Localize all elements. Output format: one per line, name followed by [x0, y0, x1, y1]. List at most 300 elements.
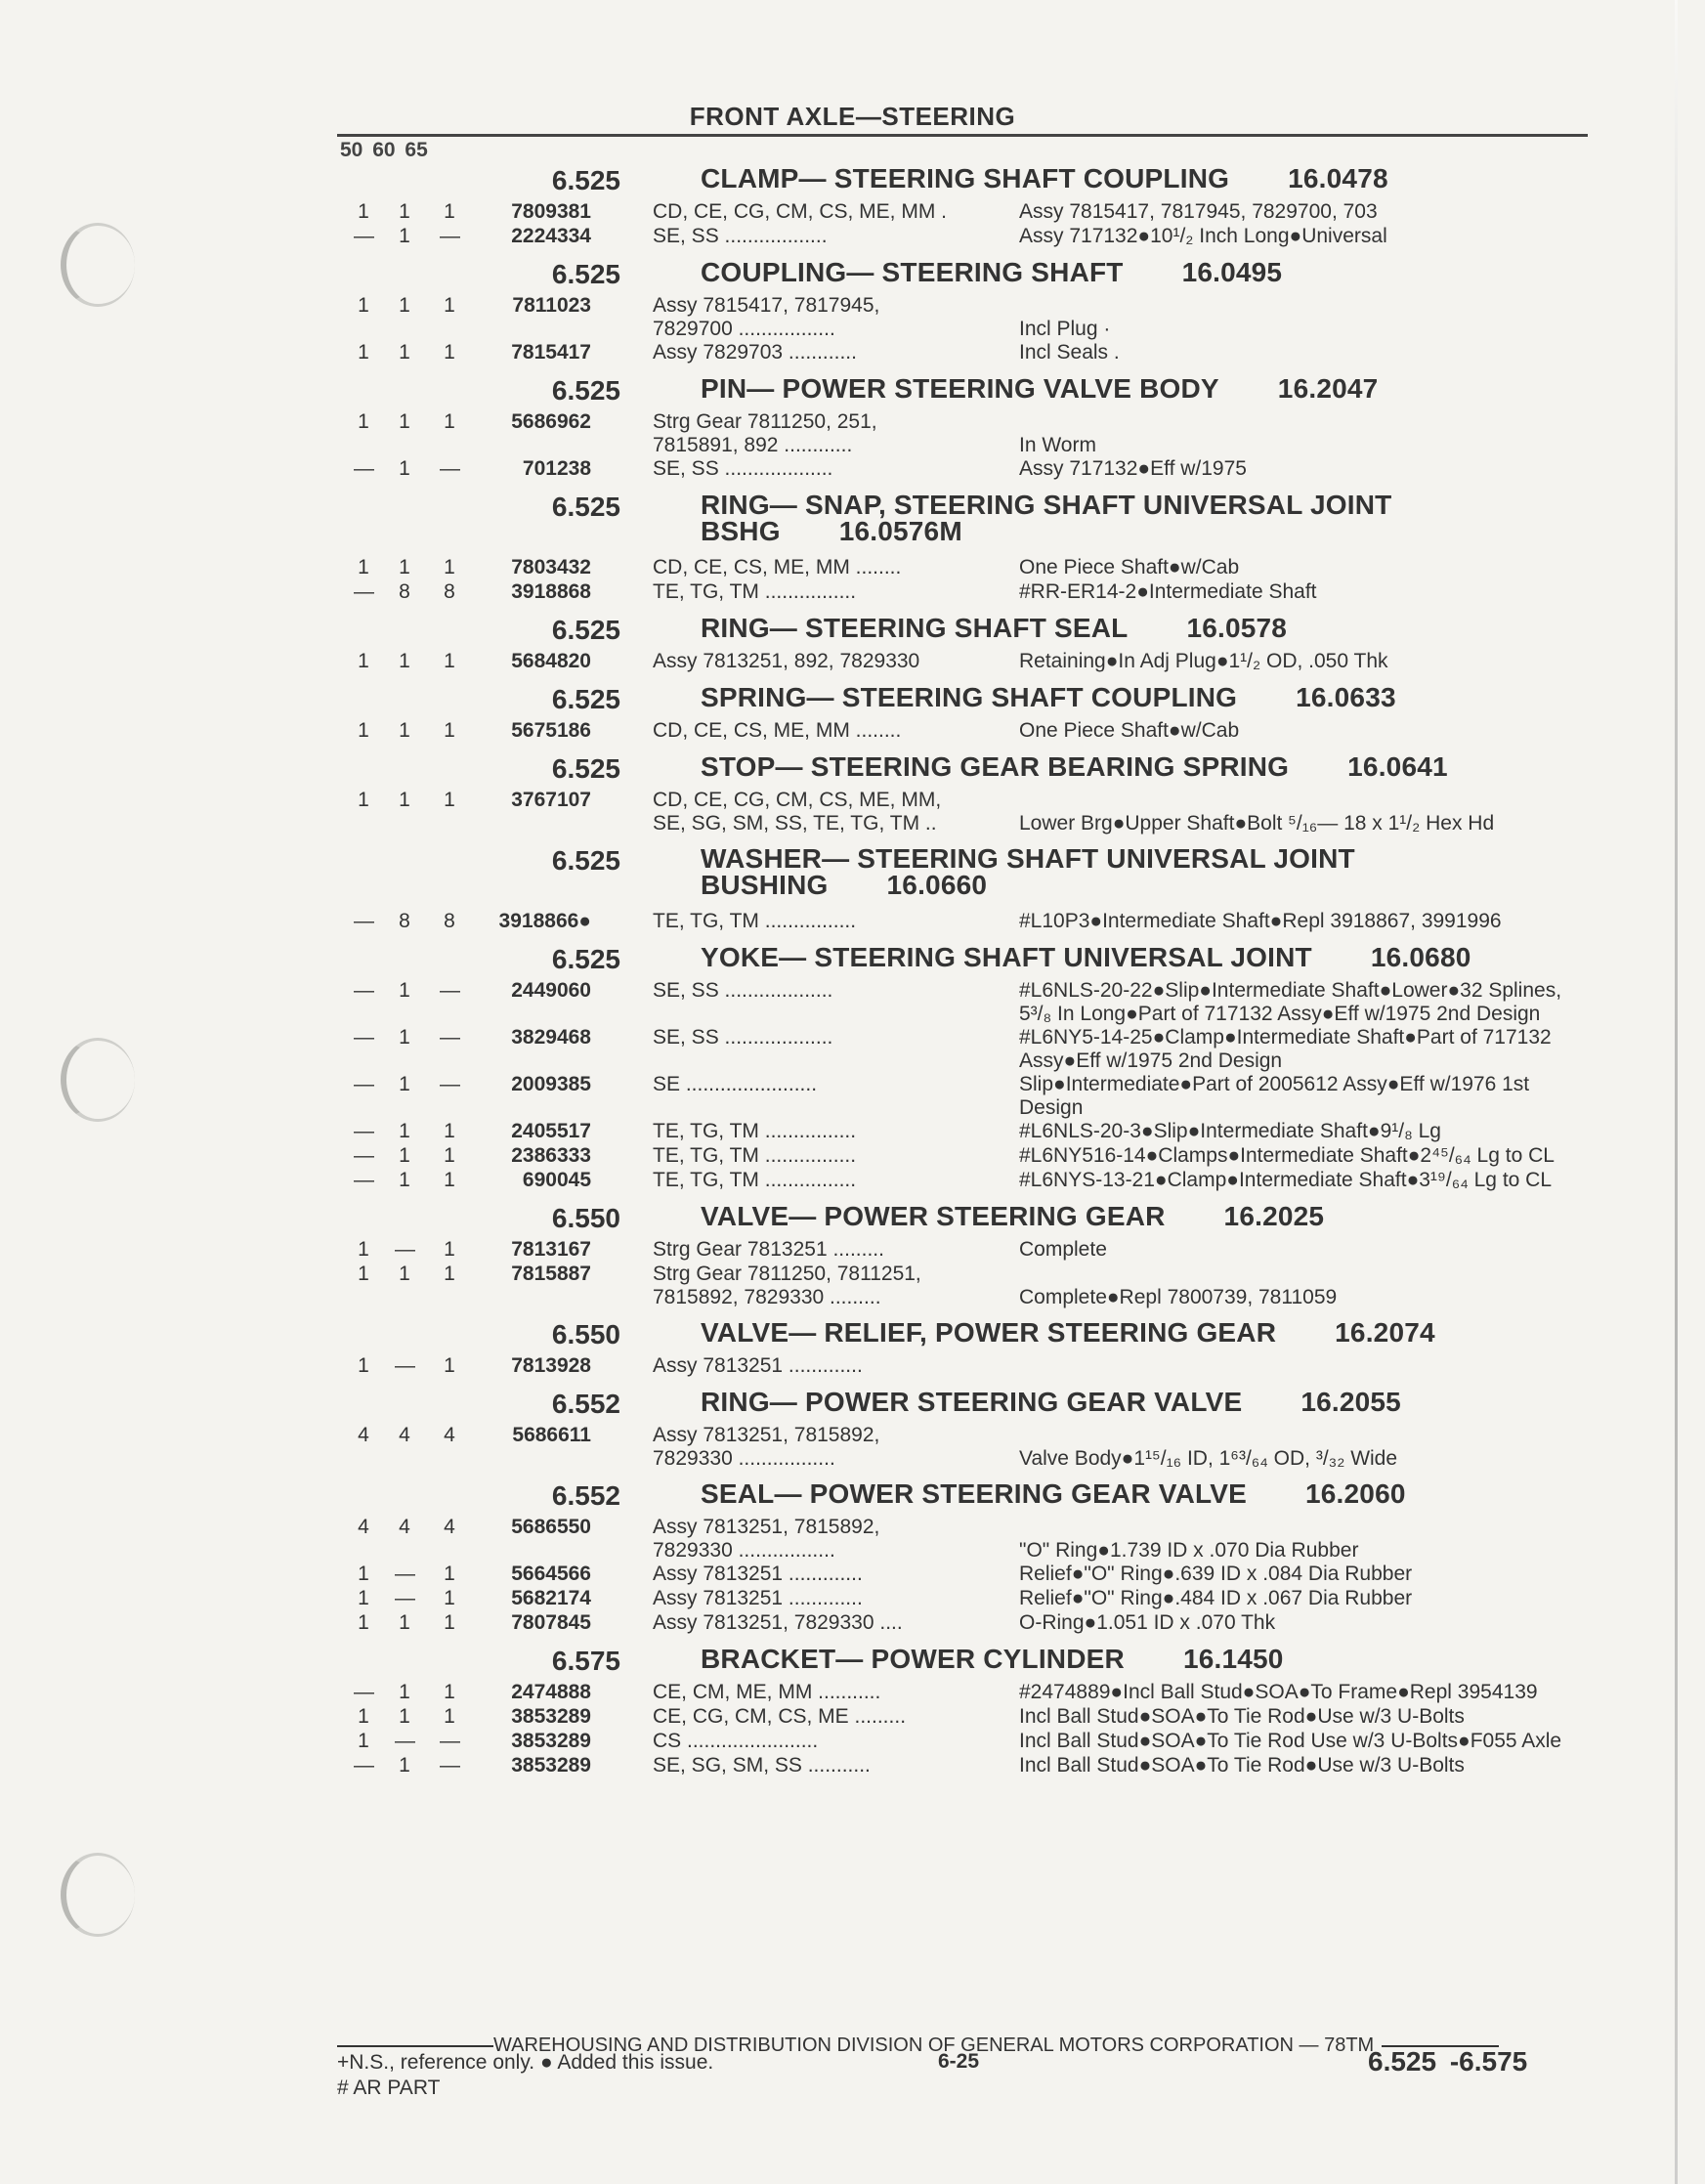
- catalog-section: [0, 255, 1705, 371]
- qty-1950: —: [354, 1681, 374, 1703]
- part-row: [0, 979, 1705, 1026]
- section-title: RING— SNAP, STEERING SHAFT UNIVERSAL JOINT BSHG: [701, 490, 1392, 546]
- qty-1965: —: [440, 1026, 460, 1049]
- catalog-section: [0, 1385, 1705, 1477]
- part-note: Assy 7815417, 7817945, 7829700, 703: [1019, 200, 1378, 223]
- qty-1960: 1: [399, 556, 410, 578]
- application: TE, TG, TM ................: [653, 1169, 857, 1191]
- qty-1960: 1: [399, 341, 410, 364]
- qty-1960: 1: [399, 225, 410, 247]
- part-row: [0, 410, 1705, 457]
- part-number: 5664566: [511, 1563, 591, 1585]
- application: CS .......................: [653, 1730, 819, 1752]
- qty-1960: 1: [399, 1611, 410, 1634]
- qty-1965: 8: [444, 910, 455, 932]
- part-row: [0, 719, 1705, 744]
- section-title-line: [701, 375, 1580, 402]
- part-number: 2449060: [511, 979, 591, 1002]
- part-note: Assy 717132●10¹/₂ Inch Long●Universal: [1019, 225, 1387, 247]
- section-code: 16.0633: [1296, 682, 1396, 712]
- application: CD, CE, CG, CM, CS, ME, MM .: [653, 200, 948, 223]
- section-title: VALVE— POWER STEERING GEAR: [701, 1201, 1166, 1231]
- part-note: Incl Ball Stud●SOA●To Tie Rod●Use w/3 U-Bolts: [1019, 1754, 1465, 1777]
- section-title: SEAL— POWER STEERING GEAR VALVE: [701, 1478, 1247, 1509]
- section-title-line: [701, 845, 1580, 898]
- part-number: 3853289: [511, 1705, 591, 1728]
- part-row: [0, 1169, 1705, 1193]
- section-title: STOP— STEERING GEAR BEARING SPRING: [701, 751, 1290, 782]
- qty-1960: 1: [399, 1073, 410, 1095]
- qty-1965: 8: [444, 580, 455, 603]
- column-headers: 50 60 65: [340, 139, 428, 161]
- part-row: [0, 1354, 1705, 1379]
- qty-1965: 4: [444, 1516, 455, 1538]
- part-row: [0, 294, 1705, 341]
- section-title-line: [701, 944, 1580, 970]
- qty-1965: 1: [444, 1120, 455, 1142]
- qty-1950: —: [354, 1073, 374, 1095]
- group-number: 6.525: [551, 165, 620, 195]
- section-header: [0, 1642, 1705, 1681]
- catalog-section: [0, 371, 1705, 488]
- section-code: 16.0578: [1186, 613, 1288, 643]
- application: Strg Gear 7811250, 7811251, 7815892, 7829330 .........: [653, 1263, 921, 1308]
- catalog-section: [0, 161, 1705, 255]
- part-row: [0, 1263, 1705, 1309]
- part-note: Valve Body●1¹⁵/₁₆ ID, 1⁶³/₆₄ OD, ³/₃₂ Wide: [1019, 1447, 1398, 1470]
- catalog-section: [0, 1315, 1705, 1385]
- part-note: #L10P3●Intermediate Shaft●Repl 3918867, 3991996: [1019, 910, 1502, 932]
- qty-1950: —: [354, 910, 374, 932]
- qty-1960: 1: [399, 200, 410, 223]
- part-number: 3918866●: [498, 910, 591, 932]
- qty-1960: 8: [399, 580, 410, 603]
- application: Assy 7813251 .............: [653, 1587, 863, 1609]
- application: CD, CE, CG, CM, CS, ME, MM, SE, SG, SM, SS, TE, TG, TM ..: [653, 789, 942, 835]
- part-number: 2386333: [511, 1144, 591, 1167]
- qty-1960: 1: [399, 719, 410, 742]
- qty-1950: —: [354, 225, 374, 247]
- section-code: 16.0576M: [838, 516, 962, 546]
- application: TE, TG, TM ................: [653, 580, 857, 603]
- section-header: [0, 1199, 1705, 1238]
- qty-1965: 1: [444, 1681, 455, 1703]
- application: CE, CG, CM, CS, ME .........: [653, 1705, 907, 1728]
- section-title: SPRING— STEERING SHAFT COUPLING: [701, 682, 1238, 712]
- qty-1950: 1: [358, 1587, 369, 1609]
- section-header: [0, 1477, 1705, 1516]
- application: CE, CM, ME, MM ...........: [653, 1681, 881, 1703]
- part-note: Lower Brg●Upper Shaft●Bolt ⁵/₁₆— 18 x 1¹/₂ Hex Hd: [1019, 812, 1495, 835]
- section-title-line: [701, 1646, 1580, 1672]
- qty-1950: 1: [358, 200, 369, 223]
- application: Assy 7813251, 7815892, 7829330 .................: [653, 1424, 880, 1470]
- qty-1960: 1: [399, 457, 410, 480]
- section-code: 16.2060: [1305, 1478, 1406, 1509]
- catalog-section: [0, 680, 1705, 749]
- legend-line-1: +N.S., reference only. ● Added this issue.: [337, 2051, 714, 2074]
- qty-1960: —: [395, 1238, 415, 1261]
- part-number: 3829468: [511, 1026, 591, 1049]
- qty-1965: 1: [444, 1238, 455, 1261]
- section-header: [0, 680, 1705, 719]
- qty-1950: —: [354, 457, 374, 480]
- part-row: [0, 1754, 1705, 1778]
- qty-1950: —: [354, 1144, 374, 1167]
- qty-1965: —: [440, 1073, 460, 1095]
- application: Strg Gear 7811250, 251, 7815891, 892 ............: [653, 410, 877, 456]
- part-note: Incl Plug ·: [1019, 318, 1111, 340]
- part-note: #L6NY516-14●Clamps●Intermediate Shaft●2⁴⁵/₆₄ Lg to CL: [1019, 1144, 1555, 1167]
- application: Assy 7813251, 7829330 ....: [653, 1611, 903, 1634]
- application: Assy 7813251, 892, 7829330: [653, 650, 920, 672]
- group-number: 6.552: [551, 1480, 620, 1511]
- qty-1965: 1: [444, 1587, 455, 1609]
- qty-1965: 1: [444, 1611, 455, 1634]
- qty-1950: 1: [358, 1238, 369, 1261]
- qty-1960: 4: [399, 1424, 410, 1446]
- title-rule: [337, 134, 1588, 137]
- section-title-line: [701, 1389, 1580, 1415]
- part-number: 2474888: [511, 1681, 591, 1703]
- qty-1960: 1: [399, 979, 410, 1002]
- application: CD, CE, CS, ME, MM ........: [653, 719, 902, 742]
- part-note: Relief●"O" Ring●.639 ID x .084 Dia Rubber: [1019, 1563, 1413, 1585]
- qty-1960: 1: [399, 294, 410, 317]
- part-note: #2474889●Incl Ball Stud●SOA●To Frame●Repl 3954139: [1019, 1681, 1538, 1703]
- catalog-section: [0, 611, 1705, 680]
- application: SE, SS ...................: [653, 457, 833, 480]
- part-row: [0, 1587, 1705, 1611]
- qty-1950: 4: [358, 1424, 369, 1446]
- application: SE .......................: [653, 1073, 818, 1095]
- part-note: Relief●"O" Ring●.484 ID x .067 Dia Rubber: [1019, 1587, 1413, 1609]
- part-note: Retaining●In Adj Plug●1¹/₂ OD, .050 Thk: [1019, 650, 1388, 672]
- section-title-line: [701, 684, 1580, 710]
- application: Assy 7813251 .............: [653, 1354, 863, 1377]
- part-row: [0, 1120, 1705, 1144]
- part-note: "O" Ring●1.739 ID x .070 Dia Rubber: [1019, 1539, 1359, 1562]
- qty-1960: 1: [399, 1681, 410, 1703]
- catalog-section: [0, 1199, 1705, 1315]
- part-number: 3767107: [511, 789, 591, 811]
- section-code: 16.2074: [1335, 1317, 1435, 1348]
- qty-1965: 1: [444, 1144, 455, 1167]
- part-number: 5675186: [511, 719, 591, 742]
- part-note: Complete●Repl 7800739, 7811059: [1019, 1286, 1338, 1308]
- qty-1950: 1: [358, 1263, 369, 1285]
- section-title: PIN— POWER STEERING VALVE BODY: [701, 373, 1219, 404]
- section-code: 16.0495: [1181, 257, 1283, 287]
- section-title-line: [701, 615, 1580, 641]
- group-number: 6.525: [551, 375, 620, 406]
- part-number: 7807845: [511, 1611, 591, 1634]
- part-note: O-Ring●1.051 ID x .070 Thk: [1019, 1611, 1276, 1634]
- division-text: WAREHOUSING AND DISTRIBUTION DIVISION OF GENERAL MOTORS CORPORATION — 78TM: [493, 2034, 1375, 2056]
- catalog-section: [0, 749, 1705, 841]
- section-header: [0, 255, 1705, 294]
- section-header: [0, 371, 1705, 410]
- part-note: Assy 717132●Eff w/1975: [1019, 457, 1247, 480]
- page-title: FRONT AXLE—STEERING: [689, 102, 1016, 131]
- part-note: Incl Seals .: [1019, 341, 1120, 364]
- part-note: #L6NLS-20-22●Slip●Intermediate Shaft●Lower●32 Splines, 5³/₈ In Long●Part of 717132 Assy●Eff w/1975 2nd Design: [1019, 979, 1567, 1025]
- part-number: 7813928: [511, 1354, 591, 1377]
- part-note: One Piece Shaft●w/Cab: [1019, 719, 1240, 742]
- part-note: Incl Ball Stud●SOA●To Tie Rod●Use w/3 U-Bolts: [1019, 1705, 1465, 1728]
- qty-1950: —: [354, 1754, 374, 1777]
- part-number: 2224334: [511, 225, 591, 247]
- section-title-line: [701, 753, 1580, 780]
- section-title: COUPLING— STEERING SHAFT: [701, 257, 1124, 287]
- application: Assy 7813251, 7815892, 7829330 .................: [653, 1516, 880, 1562]
- qty-1950: 1: [358, 1354, 369, 1377]
- part-number: 690045: [522, 1169, 591, 1191]
- qty-1960: 1: [399, 1120, 410, 1142]
- legend-line-2: # AR PART: [337, 2077, 441, 2099]
- section-title-line: [701, 1319, 1580, 1346]
- part-number: 7809381: [511, 200, 591, 223]
- qty-1965: —: [440, 1754, 460, 1777]
- section-title: VALVE— RELIEF, POWER STEERING GEAR: [701, 1317, 1277, 1348]
- qty-1950: 1: [358, 341, 369, 364]
- section-code: 16.0478: [1288, 163, 1388, 193]
- section-title-line: [701, 1480, 1580, 1507]
- part-row: [0, 1611, 1705, 1636]
- qty-1960: 4: [399, 1516, 410, 1538]
- part-row: [0, 1705, 1705, 1730]
- catalog-section: [0, 940, 1705, 1199]
- qty-1950: 1: [358, 789, 369, 811]
- section-header: [0, 611, 1705, 650]
- qty-1965: 1: [444, 1263, 455, 1285]
- part-row: [0, 1144, 1705, 1169]
- qty-1950: 1: [358, 1563, 369, 1585]
- qty-1960: 8: [399, 910, 410, 932]
- part-row: [0, 1073, 1705, 1120]
- part-row: [0, 457, 1705, 482]
- section-title: CLAMP— STEERING SHAFT COUPLING: [701, 163, 1230, 193]
- part-number: 2405517: [511, 1120, 591, 1142]
- section-code: 16.0680: [1370, 942, 1471, 972]
- group-number: 6.525: [551, 944, 620, 974]
- section-title: BRACKET— POWER CYLINDER: [701, 1644, 1125, 1674]
- part-row: [0, 1730, 1705, 1754]
- part-note: #L6NYS-13-21●Clamp●Intermediate Shaft●3¹⁹/₆₄ Lg to CL: [1019, 1169, 1553, 1191]
- qty-1965: 1: [444, 1705, 455, 1728]
- qty-1965: 1: [444, 556, 455, 578]
- part-row: [0, 650, 1705, 674]
- qty-1950: —: [354, 1169, 374, 1191]
- part-number: 5686550: [511, 1516, 591, 1538]
- group-number: 6.575: [551, 1646, 620, 1676]
- part-row: [0, 341, 1705, 365]
- part-row: [0, 580, 1705, 605]
- section-gap: [0, 1778, 1705, 1784]
- part-number: 7815887: [511, 1263, 591, 1285]
- qty-1965: 4: [444, 1424, 455, 1446]
- application: CD, CE, CS, ME, MM ........: [653, 556, 902, 578]
- punch-hole-bottom: [61, 1853, 135, 1937]
- section-header: [0, 161, 1705, 200]
- part-number: 7815417: [511, 341, 591, 364]
- part-note: One Piece Shaft●w/Cab: [1019, 556, 1240, 578]
- application: SE, SS ...................: [653, 979, 833, 1002]
- qty-1960: 1: [399, 1754, 410, 1777]
- section-header: [0, 749, 1705, 789]
- application: Strg Gear 7813251 .........: [653, 1238, 884, 1261]
- qty-1965: —: [440, 457, 460, 480]
- qty-1965: 1: [444, 410, 455, 433]
- part-row: [0, 1516, 1705, 1563]
- group-number: 6.525: [551, 684, 620, 714]
- group-number: 6.550: [551, 1319, 620, 1349]
- qty-1950: —: [354, 979, 374, 1002]
- part-note: Slip●Intermediate●Part of 2005612 Assy●Eff w/1976 1st Design: [1019, 1073, 1535, 1119]
- qty-1960: 1: [399, 1144, 410, 1167]
- part-number: 3853289: [511, 1754, 591, 1777]
- section-title-line: [701, 492, 1580, 544]
- qty-1950: —: [354, 580, 374, 603]
- part-note: Complete: [1019, 1238, 1107, 1261]
- group-number: 6.525: [551, 615, 620, 645]
- section-range: 6.525 -6.575: [1368, 2046, 1528, 2077]
- catalog-section: [0, 488, 1705, 611]
- application: SE, SG, SM, SS ...........: [653, 1754, 871, 1777]
- part-number: 7803432: [511, 556, 591, 578]
- section-title: RING— STEERING SHAFT SEAL: [701, 613, 1129, 643]
- page-number: 6-25: [938, 2050, 980, 2073]
- catalog-section: [0, 1642, 1705, 1784]
- section-title: YOKE— STEERING SHAFT UNIVERSAL JOINT: [701, 942, 1312, 972]
- section-code: 16.2025: [1223, 1201, 1325, 1231]
- part-row: [0, 200, 1705, 225]
- section-title: WASHER— STEERING SHAFT UNIVERSAL JOINT BUSHING: [701, 843, 1355, 900]
- group-number: 6.525: [551, 753, 620, 784]
- qty-1950: 4: [358, 1516, 369, 1538]
- legend: [337, 2050, 713, 2101]
- section-title-line: [701, 165, 1580, 192]
- parts-catalog-list: [0, 161, 1705, 1784]
- part-number: 3918868: [511, 580, 591, 603]
- qty-1960: 1: [399, 410, 410, 433]
- part-number: 5686611: [512, 1424, 591, 1446]
- qty-1960: 1: [399, 1169, 410, 1191]
- part-note: #RR-ER14-2●Intermediate Shaft: [1019, 580, 1317, 603]
- part-note: #L6NY5-14-25●Clamp●Intermediate Shaft●Part of 717132 Assy●Eff w/1975 2nd Design: [1019, 1026, 1556, 1072]
- qty-1960: 1: [399, 650, 410, 672]
- section-code: 16.2047: [1277, 373, 1379, 404]
- section-header: [0, 488, 1705, 556]
- section-code: 16.1450: [1182, 1644, 1284, 1674]
- qty-1950: 1: [358, 719, 369, 742]
- qty-1965: 1: [444, 294, 455, 317]
- application: TE, TG, TM ................: [653, 1120, 857, 1142]
- qty-1965: 1: [444, 789, 455, 811]
- qty-1960: —: [395, 1730, 415, 1752]
- qty-1950: —: [354, 1026, 374, 1049]
- qty-1960: 1: [399, 789, 410, 811]
- group-number: 6.552: [551, 1389, 620, 1419]
- qty-1950: 1: [358, 650, 369, 672]
- application: TE, TG, TM ................: [653, 910, 857, 932]
- qty-1965: 1: [444, 650, 455, 672]
- application: Assy 7815417, 7817945, 7829700 .................: [653, 294, 880, 340]
- part-row: [0, 1424, 1705, 1471]
- qty-1950: 1: [358, 556, 369, 578]
- section-title-line: [701, 259, 1580, 285]
- part-row: [0, 1238, 1705, 1263]
- qty-1950: 1: [358, 1705, 369, 1728]
- section-code: 16.0660: [886, 870, 988, 900]
- qty-1965: 1: [444, 719, 455, 742]
- part-note: #L6NLS-20-3●Slip●Intermediate Shaft●9¹/₈ Lg: [1019, 1120, 1441, 1142]
- application: SE, SS ..................: [653, 225, 828, 247]
- part-note: Incl Ball Stud●SOA●To Tie Rod Use w/3 U-Bolts●F055 Axle: [1019, 1730, 1562, 1752]
- section-header: [0, 841, 1705, 910]
- group-number: 6.525: [551, 845, 620, 876]
- part-number: 7813167: [511, 1238, 591, 1261]
- qty-1965: —: [440, 225, 460, 247]
- application: SE, SS ...................: [653, 1026, 833, 1049]
- application: Assy 7829703 ............: [653, 341, 857, 364]
- section-header: [0, 940, 1705, 979]
- group-number: 6.550: [551, 1203, 620, 1233]
- qty-1950: 1: [358, 294, 369, 317]
- part-row: [0, 789, 1705, 835]
- section-title: RING— POWER STEERING GEAR VALVE: [701, 1387, 1243, 1417]
- part-row: [0, 910, 1705, 934]
- part-row: [0, 556, 1705, 580]
- qty-1960: 1: [399, 1026, 410, 1049]
- qty-1965: 1: [444, 200, 455, 223]
- section-header: [0, 1315, 1705, 1354]
- section-code: 16.0641: [1347, 751, 1448, 782]
- footer-rule-left: [337, 2044, 493, 2047]
- catalog-section: [0, 1477, 1705, 1642]
- qty-1965: 1: [444, 341, 455, 364]
- part-number: 5684820: [511, 650, 591, 672]
- application: TE, TG, TM ................: [653, 1144, 857, 1167]
- part-number: 3853289: [511, 1730, 591, 1752]
- part-row: [0, 1563, 1705, 1587]
- qty-1960: —: [395, 1587, 415, 1609]
- part-number: 7811023: [512, 294, 591, 317]
- group-number: 6.525: [551, 492, 620, 522]
- qty-1950: 1: [358, 1611, 369, 1634]
- qty-1965: —: [440, 1730, 460, 1752]
- part-note: In Worm: [1019, 434, 1096, 456]
- qty-1950: 1: [358, 1730, 369, 1752]
- part-number: 5682174: [511, 1587, 591, 1609]
- part-row: [0, 225, 1705, 249]
- section-title-line: [701, 1203, 1580, 1229]
- qty-1960: —: [395, 1563, 415, 1585]
- qty-1965: 1: [444, 1563, 455, 1585]
- part-number: 2009385: [511, 1073, 591, 1095]
- qty-1950: —: [354, 1120, 374, 1142]
- qty-1960: 1: [399, 1705, 410, 1728]
- part-number: 5686962: [511, 410, 591, 433]
- section-header: [0, 1385, 1705, 1424]
- qty-1965: 1: [444, 1354, 455, 1377]
- qty-1965: 1: [444, 1169, 455, 1191]
- qty-1960: —: [395, 1354, 415, 1377]
- section-code: 16.2055: [1300, 1387, 1401, 1417]
- catalog-section: [0, 841, 1705, 940]
- group-number: 6.525: [551, 259, 620, 289]
- application: Assy 7813251 .............: [653, 1563, 863, 1585]
